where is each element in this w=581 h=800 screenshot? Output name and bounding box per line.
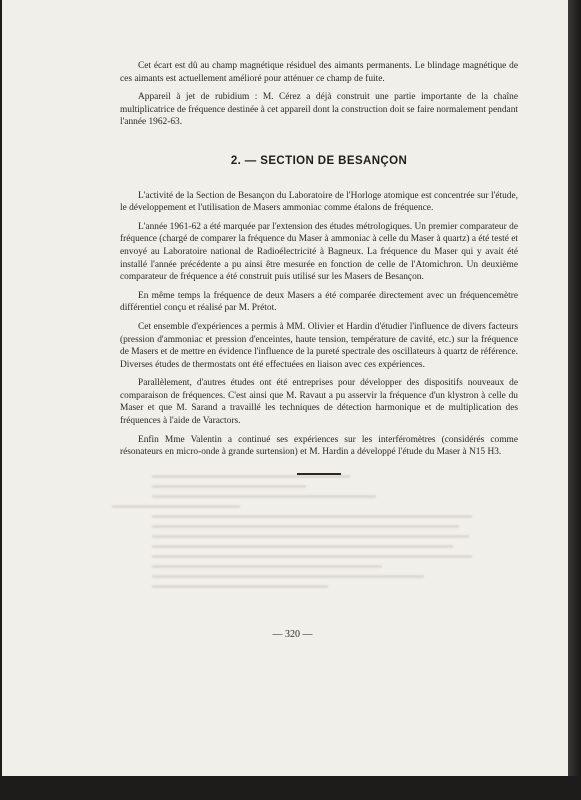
- section-paragraph-6: Enfin Mme Valentin a continué ses expériences sur les interféromètres (considérés comme résonateurs en micro-onde à grande surtension) et M. Hardin a développé l'étude du Maser à N15 H3.: [120, 434, 518, 458]
- section-heading: 2. — SECTION DE BESANÇON: [230, 154, 408, 167]
- page-number: — 320 —: [272, 629, 313, 640]
- page-body: [120, 60, 518, 475]
- section-paragraph-2: L'année 1961-62 a été marquée par l'extension des études métrologiques. Un premier comparateur de fréquence (chargé de comparer la fréquence du Maser à ammoniac à celle du Maser à quartz) a été testé et envoyé au Laboratoire national de Radioélectricité à Bagneux. La fréquence du Maser qui y avait été installé l'année précédente a pu ainsi être mesurée en fonction de celle de l'Atomichron. Un deuxième comparateur de fréquence a été construit puis utilisé sur les Masers de Besançon.: [120, 221, 518, 283]
- section-paragraph-5: Parallèlement, d'autres études ont été entreprises pour développer des dispositifs nouveaux de comparaison de fréquences. C'est ainsi que M. Ravaut a pu asservir la fréquence d'un klystron à celle du Maser et que M. Sarand a travaillé les techniques de détection harmonique et de multiplication des fréquences à l'aide de Varactors.: [120, 378, 518, 427]
- intro-paragraph-2: Appareil à jet de rubidium : M. Cérez a déjà construit une partie importante de la chaîne multiplicatrice de fréquence destinée à cet appareil dont la construction doit se faire normalement pendant l'année 1962-63.: [120, 92, 518, 128]
- end-of-section-rule: [297, 473, 341, 475]
- paper-sheet: [2, 0, 570, 776]
- book-edge-shadow: [568, 0, 581, 800]
- show-through-from-reverse-side: [152, 475, 472, 635]
- section-paragraph-3: En même temps la fréquence de deux Masers a été comparée directement avec un fréquencemètre différentiel conçu et réalisé par M. Prétot.: [120, 290, 518, 314]
- scan-bottom-border: [0, 776, 581, 800]
- section-paragraph-4: Cet ensemble d'expériences a permis à MM. Olivier et Hardin d'étudier l'influence de divers facteurs (pression d'ammoniac et pression d'enceintes, haute tension, température de cavité, etc.) sur la fréquence de Masers et de mettre en évidence l'influence de la pureté spectrale des oscillateurs à quartz de référence. Diverses études de thermostats ont été effectuées en liaison avec ces expériences.: [120, 321, 518, 370]
- intro-paragraph-1: Cet écart est dû au champ magnétique résiduel des aimants permanents. Le blindage magnétique de ces aimants est actuellement amélioré pour atténuer ce champ de fuite.: [120, 61, 518, 84]
- section-paragraph-1: L'activité de la Section de Besançon du Laboratoire de l'Horloge atomique est concentrée sur l'étude, le développement et l'utilisation de Masers ammoniac comme étalons de fréquence.: [120, 190, 518, 214]
